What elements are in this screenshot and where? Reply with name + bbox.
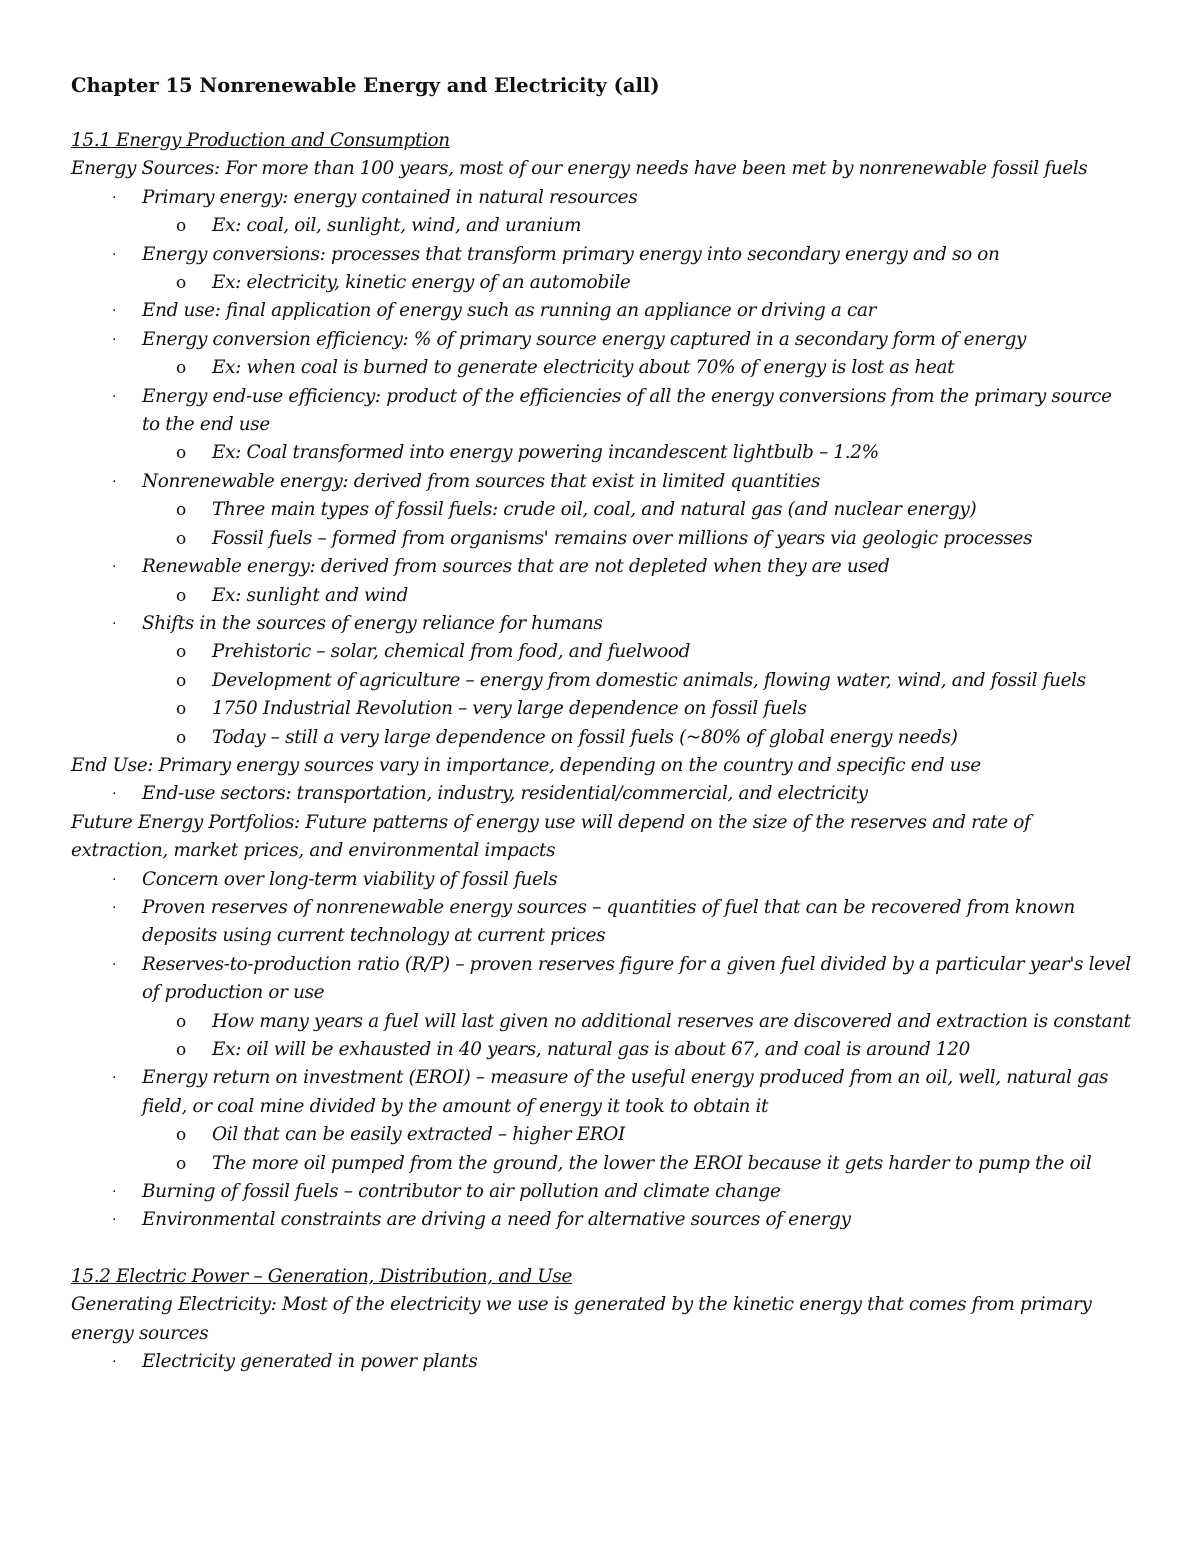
bullet-item — [71, 866, 1131, 894]
bullet-dot-icon: · — [112, 1184, 117, 1201]
sub-bullet-circle-icon: o — [176, 1011, 186, 1032]
sub-bullet-circle-icon: o — [176, 670, 186, 691]
sub-bullet-item — [71, 496, 1131, 524]
bullet-text: Reserves-to-production ratio (R/P) – proven reserves figure for a given fuel divided by a particular year's level of production or use — [142, 953, 1131, 1004]
sub-bullet-circle-icon: o — [176, 727, 186, 748]
bullet-item — [71, 610, 1131, 638]
paragraph — [71, 752, 1131, 780]
sub-bullet-text: Prehistoric – solar, chemical from food, and fuelwood — [212, 641, 691, 663]
bullet-dot-icon: · — [112, 189, 117, 206]
sub-bullet-text: Today – still a very large dependence on fossil fuels (~80% of global energy needs) — [212, 726, 958, 748]
bullet-item — [71, 780, 1131, 808]
sub-bullet-item — [71, 582, 1131, 610]
bullet-dot-icon: · — [112, 615, 117, 632]
bullet-text: Proven reserves of nonrenewable energy sources – quantities of fuel that can be recovered from known deposits using current technology at current prices — [142, 896, 1075, 947]
sub-bullet-text: Ex: oil will be exhausted in 40 years, natural gas is about 67, and coal is around 120 — [212, 1039, 970, 1060]
bullet-dot-icon: · — [112, 871, 117, 888]
bullet-dot-icon: · — [112, 1354, 117, 1371]
sub-bullet-text: Ex: when coal is burned to generate electricity about 70% of energy is lost as heat — [212, 357, 955, 379]
bullet-item — [71, 1348, 1131, 1376]
sub-bullet-text: Ex: electricity, kinetic energy of an automobile — [212, 272, 631, 294]
document-title: Chapter 15 Nonrenewable Energy and Electricity (all) — [71, 74, 660, 97]
paragraph-text: Future Energy Portfolios: Future patterns of energy use will depend on the size of the reserves and rate of extraction, market prices, and environmental impacts — [71, 811, 1031, 862]
bullet-item — [71, 297, 1131, 325]
bullet-item — [71, 241, 1131, 269]
bullet-dot-icon: · — [112, 246, 117, 263]
sub-bullet-text: Three main types of fossil fuels: crude oil, coal, and natural gas (and nuclear energy) — [212, 499, 977, 521]
sub-bullet-text: Ex: sunlight and wind — [212, 584, 408, 606]
sub-bullet-item — [71, 638, 1131, 666]
bullet-text: Primary energy: energy contained in natural resources — [142, 186, 638, 208]
paragraph — [71, 155, 1131, 183]
sub-bullet-circle-icon: o — [176, 443, 186, 464]
bullet-item — [71, 894, 1131, 951]
bullet-text: Electricity generated in power plants — [142, 1351, 478, 1373]
sub-bullet-circle-icon: o — [176, 1040, 186, 1060]
sub-bullet-item — [71, 1121, 1131, 1149]
sub-bullet-item — [71, 439, 1131, 467]
sub-bullet-circle-icon: o — [176, 500, 186, 521]
paragraph — [71, 1291, 1131, 1348]
sub-bullet-circle-icon: o — [176, 1153, 186, 1174]
bullet-text: Energy conversion efficiency: % of primary source energy captured in a secondary form of energy — [142, 328, 1027, 350]
sub-bullet-text: The more oil pumped from the ground, the lower the EROI because it gets harder to pump the oil — [212, 1152, 1092, 1174]
bullet-item — [71, 1206, 1131, 1234]
sub-bullet-item — [71, 1036, 1131, 1064]
sub-bullet-item — [71, 525, 1131, 553]
bullet-dot-icon: · — [112, 559, 117, 576]
bullet-dot-icon: · — [112, 388, 117, 405]
sub-bullet-text: Fossil fuels – formed from organisms' remains over millions of years via geologic processes — [212, 527, 1033, 549]
bullet-text: Energy return on investment (EROI) – measure of the useful energy produced from an oil, well, natural gas field, or coal mine divided by the amount of energy it took to obtain it — [142, 1067, 1109, 1117]
bullet-text: Burning of fossil fuels – contributor to air pollution and climate change — [142, 1181, 781, 1203]
sub-bullet-item — [71, 667, 1131, 695]
sub-bullet-text: How many years a fuel will last given no additional reserves are discovered and extraction is constant — [212, 1010, 1131, 1032]
sub-bullet-item — [71, 269, 1131, 297]
bullet-dot-icon: · — [112, 1212, 117, 1229]
sub-bullet-circle-icon: o — [176, 358, 186, 379]
sub-bullet-text: Development of agriculture – energy from domestic animals, flowing water, wind, and fossil fuels — [212, 669, 1086, 691]
sub-bullet-item — [71, 695, 1131, 723]
bullet-item — [71, 468, 1131, 496]
bullet-text: Energy conversions: processes that transform primary energy into secondary energy and so on — [142, 243, 1000, 265]
document-body — [71, 127, 1131, 1376]
bullet-item — [71, 184, 1131, 212]
bullet-dot-icon: · — [112, 473, 117, 490]
bullet-item — [71, 1178, 1131, 1206]
section-heading: 15.1 Energy Production and Consumption — [71, 130, 450, 151]
bullet-dot-icon: · — [112, 899, 117, 916]
bullet-dot-icon: · — [112, 786, 117, 803]
bullet-text: Energy end-use efficiency: product of the efficiencies of all the energy conversions from the primary source to the end use — [142, 385, 1112, 436]
bullet-text: Renewable energy: derived from sources that are not depleted when they are used — [142, 556, 890, 578]
sub-bullet-text: Ex: coal, oil, sunlight, wind, and uranium — [212, 215, 582, 237]
paragraph-text: End Use: Primary energy sources vary in importance, depending on the country and specific end use — [71, 754, 981, 776]
bullet-text: Concern over long-term viability of fossil fuels — [142, 868, 558, 890]
document-page — [71, 72, 1131, 1376]
sub-bullet-circle-icon: o — [176, 273, 186, 294]
paragraph-text: Generating Electricity: Most of the electricity we use is generated by the kinetic energy that comes from primary energy sources — [71, 1294, 1092, 1344]
sub-bullet-text: Oil that can be easily extracted – higher EROI — [212, 1124, 625, 1146]
paragraph-text: Energy Sources: For more than 100 years, most of our energy needs have been met by nonrenewable fossil fuels — [71, 158, 1088, 180]
bullet-text: End-use sectors: transportation, industry, residential/commercial, and electricity — [142, 783, 868, 805]
sub-bullet-circle-icon: o — [176, 585, 186, 606]
bullet-item — [71, 553, 1131, 581]
sub-bullet-item — [71, 724, 1131, 752]
bullet-dot-icon: · — [112, 956, 117, 973]
paragraph — [71, 809, 1131, 866]
sub-bullet-item — [71, 1150, 1131, 1178]
sub-bullet-circle-icon: o — [176, 216, 186, 237]
bullet-item — [71, 1064, 1131, 1121]
bullet-item — [71, 951, 1131, 1008]
sub-bullet-item — [71, 1008, 1131, 1036]
bullet-dot-icon: · — [112, 1070, 117, 1087]
bullet-item — [71, 383, 1131, 440]
sub-bullet-text: Ex: Coal transformed into energy powering incandescent lightbulb – 1.2% — [212, 442, 879, 464]
bullet-dot-icon: · — [112, 331, 117, 348]
sub-bullet-circle-icon: o — [176, 642, 186, 663]
sub-bullet-circle-icon: o — [176, 528, 186, 549]
section-heading: 15.2 Electric Power – Generation, Distribution, and Use — [71, 1265, 573, 1287]
bullet-text: End use: final application of energy such as running an appliance or driving a car — [142, 300, 877, 322]
sub-bullet-circle-icon: o — [176, 1125, 186, 1146]
bullet-dot-icon: · — [112, 303, 117, 320]
bullet-item — [71, 326, 1131, 354]
sub-bullet-circle-icon: o — [176, 699, 186, 720]
bullet-text: Shifts in the sources of energy reliance for humans — [142, 612, 603, 634]
bullet-text: Nonrenewable energy: derived from sources that exist in limited quantities — [142, 470, 821, 492]
bullet-text: Environmental constraints are driving a need for alternative sources of energy — [142, 1209, 851, 1231]
sub-bullet-text: 1750 Industrial Revolution – very large dependence on fossil fuels — [212, 698, 807, 720]
sub-bullet-item — [71, 354, 1131, 382]
sub-bullet-item — [71, 212, 1131, 240]
